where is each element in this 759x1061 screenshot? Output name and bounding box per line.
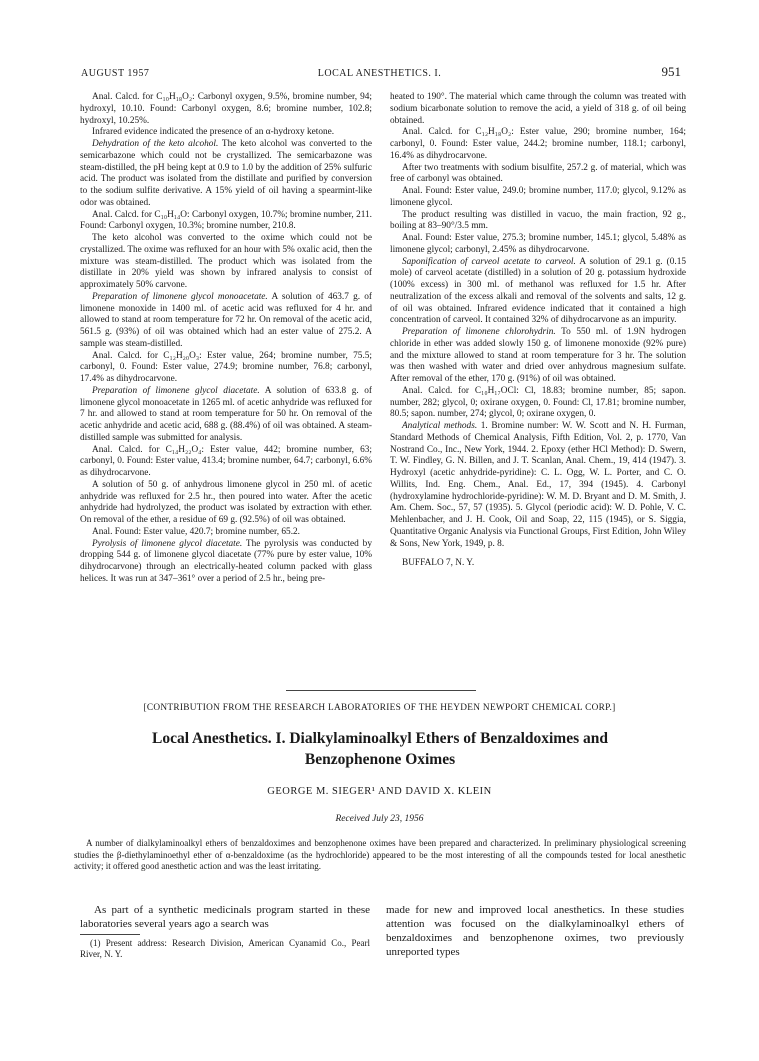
paragraph-text: Anal. Calcd. for C₁₀H₁₇OCl: Cl, 18.83; bromine number, 85; sapon. number, 282; glycol, 0; oxirane oxygen, 0. Found: Cl, 17.81; bromine number, 80.5; sapon. number, 274; glycol, 0; oxirane oxygen, 0.	[390, 385, 686, 420]
paragraph	[390, 233, 686, 257]
paragraph-text: 1. Bromine number: W. W. Scott and N. H. Furman, Standard Methods of Chemical Analysis, Fifth Edition, Vol. 2, p. 1770, Van Nostrand Co., Inc., New York, 1944. 2. Epoxy (ether HCl Method): D. Swern, T. W. Findley, G. N. Billen, and J. T. Scanlan, Anal. Chem., 19, 414 (1947). 3. Hydroxyl (acetic anhydride-pyridine): C. L. Ogg, W. L. Porter, and C. O. Willits, Ind. Eng. Chem., Anal. Ed., 17, 394 (1945). 4. Carbonyl (hydroxylamine hydrochloride-pyridine): W. M. D. Bryant and D. M. Smith, J. Am. Chem. Soc., 57, 57 (1935). 5. Glycol (periodic acid): W. D. Pohle, V. C. Mehlenbacher, and J. H. Cook, Oil and Soap, 22, 115 (1945), or S. Siggia, Quantitative Organic Analysis via Functional Groups, First Edition, John Wiley & Sons, New York, 1949, p. 8.	[390, 421, 686, 549]
paragraph	[80, 292, 372, 351]
received-date: Received July 23, 1956	[335, 814, 424, 824]
paragraph-lead: Preparation of limonene glycol monoacetate.	[92, 291, 268, 302]
paragraph	[390, 421, 686, 550]
footnote: (1) Present address: Research Division, American Cyanamid Co., Pearl River, N. Y.	[80, 938, 370, 959]
paragraph-text: A solution of 463.7 g. of limonene monoxide in 1400 ml. of acetic acid was refluxed for 4 hr. and allowed to stand at room temperature for 72 hr. On removal of the acetic acid, 561.5 g. (93%) of oil was obtained which had an ester value of 275.2. A sample was steam-distilled.	[80, 291, 372, 349]
paragraph	[80, 127, 372, 139]
paragraph-lead: Analytical methods.	[402, 421, 478, 431]
signoff: BUFFALO 7, N. Y.	[402, 558, 475, 569]
paragraph	[390, 257, 686, 328]
paragraph-text: The product resulting was distilled in vacuo, the main fraction, 92 g., boiling at 83–90°/3.5 mm.	[390, 209, 686, 232]
article-title-line: Local Anesthetics. I. Dialkylaminoalkyl Ethers of Benzaldoximes and	[152, 730, 608, 747]
paragraph-text: Anal. Found: Ester value, 249.0; bromine number, 117.0; glycol, 9.12% as limonene glycol.	[390, 186, 686, 208]
paragraph-text: A solution of 50 g. of anhydrous limonene glycol in 250 ml. of acetic anhydride was refluxed for 2.5 hr., then poured into water. After the acetic anhydride had hydrolyzed, the product was isolated by extraction with ether. On removal of the ether, a residue of 69 g. (92.5%) of oil was obtained.	[80, 479, 372, 525]
paragraph-text: Anal. Calcd. for C₁₄H₂₂O₄: Ester value, 442; bromine number, 63; carbonyl, 0. Found: Ester value, 413.4; bromine number, 64.7; carbonyl, 6.6% as dihydrocarvone.	[80, 444, 372, 478]
paragraph-lead: Saponification of carveol acetate to carveol.	[402, 256, 576, 267]
paragraph	[390, 92, 686, 127]
paragraph-text: Anal. Calcd. for C₁₀H₁₄O: Carbonyl oxygen, 10.7%; bromine number, 211. Found: Carbonyl oxygen, 10.3%; bromine number, 210.8.	[80, 209, 372, 232]
paragraph	[390, 127, 686, 162]
intro-right-column	[386, 903, 684, 959]
paragraph-lead: Dehydration of the keto alcohol.	[92, 139, 219, 149]
paragraph-lead: Pyrolysis of limonene glycol diacetate.	[92, 538, 243, 549]
paragraph-text: A solution of 633.8 g. of limonene glycol monoacetate in 1265 ml. of acetic anhydride was refluxed for 7 hr. and allowed to stand at room temperature for 50 hr. On removal of the acetic anhydride and acetic acid, 688 g. (88.4%) of oil was obtained. A steam-distilled sample was submitted for analysis.	[80, 385, 372, 443]
paragraph	[80, 233, 372, 292]
paragraph	[390, 210, 686, 234]
paragraph-text: Anal. Calcd. for C₁₀H₁₈O₂: Carbonyl oxygen, 9.5%, bromine number, 94; hydroxyl, 10.10. Found: Carbonyl oxygen, 8.6; bromine number, 102.8; hydroxyl, 10.25%.	[80, 92, 372, 126]
paragraph-text: Infrared evidence indicated the presence of an α-hydroxy ketone.	[92, 127, 335, 138]
paragraph-text: heated to 190°. The material which came through the column was treated with sodium bicarbonate solution to remove the acid, a yield of 318 g. of oil being obtained.	[390, 92, 686, 126]
paragraph-lead: Preparation of limonene glycol diacetate.	[92, 385, 260, 396]
paragraph	[80, 351, 372, 386]
paragraph-text: After two treatments with sodium bisulfite, 257.2 g. of material, which was free of carbonyl was obtained.	[390, 162, 686, 185]
paragraph	[80, 445, 372, 480]
paragraph	[80, 386, 372, 445]
right-column	[390, 92, 686, 570]
article-title	[90, 728, 670, 770]
paragraph-text: Anal. Calcd. for C₁₂H₂₀O₃: Ester value, 264; bromine number, 75.5; carbonyl, 0. Found: Ester value, 274.9; bromine number, 76.8; carbonyl, 17.4% as dihydrocarvone.	[80, 350, 372, 384]
footnote-rule	[80, 934, 140, 935]
paragraph-text: The keto alcohol was converted to the oxime which could not be crystallized. The oxime was refluxed for an hour with 5% oxalic acid, then the mixture was steam-distilled. The product which was isolated from the distillate in 20% yield was shown by infrared analysis to consist of approximately 50% carvone.	[80, 233, 372, 290]
page-number: 951	[661, 64, 681, 79]
paragraph	[80, 527, 372, 539]
paragraph	[390, 327, 686, 386]
article-title-line: Benzophenone Oximes	[304, 751, 456, 768]
left-column	[80, 92, 372, 586]
paragraph-lead: Preparation of limonene chlorohydrin.	[402, 327, 556, 337]
running-title: LOCAL ANESTHETICS. I.	[317, 68, 442, 79]
paragraph	[390, 386, 686, 421]
abstract: A number of dialkylaminoalkyl ethers of benzaldoximes and benzophenone oximes have been prepared and characterized. In preliminary physiological screening studies the β-diethylaminoethyl ether of α-benzaldoxime (as the hydrochloride) appeared to be the most interesting of all the compounds tested for local anesthetic activity; it offered good anesthetic action and was the least irritating.	[74, 838, 686, 871]
page-header	[0, 0, 759, 79]
paragraph	[80, 92, 372, 127]
running-date: AUGUST 1957	[81, 68, 150, 79]
paragraph-text: Anal. Calcd. for C₁₂H₁₈O₂: Ester value, 290; bromine number, 164; carbonyl, 0. Found: Ester value, 244.2; bromine number, 118.1; carbonyl, 16.4% as dihydrocarvone.	[390, 127, 686, 161]
section-divider	[286, 690, 476, 691]
paragraph	[80, 539, 372, 586]
intro-left-column	[80, 903, 370, 960]
paragraph-text: The pyrolysis was conducted by dropping 544 g. of limonene glycol diacetate (77% pure by ester value, 10% dihydrocarvone) through an electrically-heated column packed with glass helices. It was run at 347–361° over a period of 2.5 hr., being pre-	[80, 538, 372, 584]
paragraph	[80, 210, 372, 234]
contribution-line: [CONTRIBUTION FROM THE RESEARCH LABORATORIES OF THE HEYDEN NEWPORT CHEMICAL CORP.]	[143, 703, 616, 713]
intro-paragraph: As part of a synthetic medicinals program started in these laboratories several years ago a search was	[80, 904, 370, 930]
paragraph	[80, 139, 372, 210]
paragraph-text: Anal. Found: Ester value, 275.3; bromine number, 145.1; glycol, 5.48% as limonene glycol; carbonyl, 2.45% as dihydrocarvone.	[390, 233, 686, 255]
paragraph-text: To 550 ml. of 1.9N hydrogen chloride in ether was added slowly 150 g. of limonene monoxide (92% pure) and the mixture allowed to stand at room temperature for 3 hr. The solution was then washed with water and dried over anhydrous magnesium sulfate. After removal of the ether, 170 g. (91%) of oil was obtained.	[390, 327, 686, 384]
paragraph-text: A solution of 29.1 g. (0.15 mole) of carveol acetate (distilled) in a solution of 20 g. potassium hydroxide (100% excess) in 300 ml. of methanol was refluxed for 1.5 hr. After neutralization of the excess alkali and removal of the solvents and salts, 12 g. of oil was obtained. Infrared evidence indicated that it contained a high concentration of carveol. It contained 32% of dihydrocarvone as an impurity.	[390, 256, 687, 326]
authors: GEORGE M. SIEGER¹ AND DAVID X. KLEIN	[267, 786, 492, 797]
paragraph	[80, 480, 372, 527]
intro-paragraph-continued: made for new and improved local anesthetics. In these studies attention was focused on the dialkylaminoalkyl ethers of benzaldoximes and benzophenone oximes, two previously unreported types	[386, 904, 684, 958]
paragraph	[390, 186, 686, 210]
paragraph-text: Anal. Found: Ester value, 420.7; bromine number, 65.2.	[92, 526, 300, 537]
paragraph-text: The keto alcohol was converted to the semicarbazone which could not be crystallized. The semicarbazone was steam-distilled, the pH being kept at 0.9 to 1.0 by the addition of 25% sulfuric acid. The product was isolated from the distillate and purified by conversion to the sodium sulfite derivative. A 15% yield of oil having a spearmint-like odor was obtained.	[80, 139, 373, 208]
paragraph	[390, 163, 686, 187]
